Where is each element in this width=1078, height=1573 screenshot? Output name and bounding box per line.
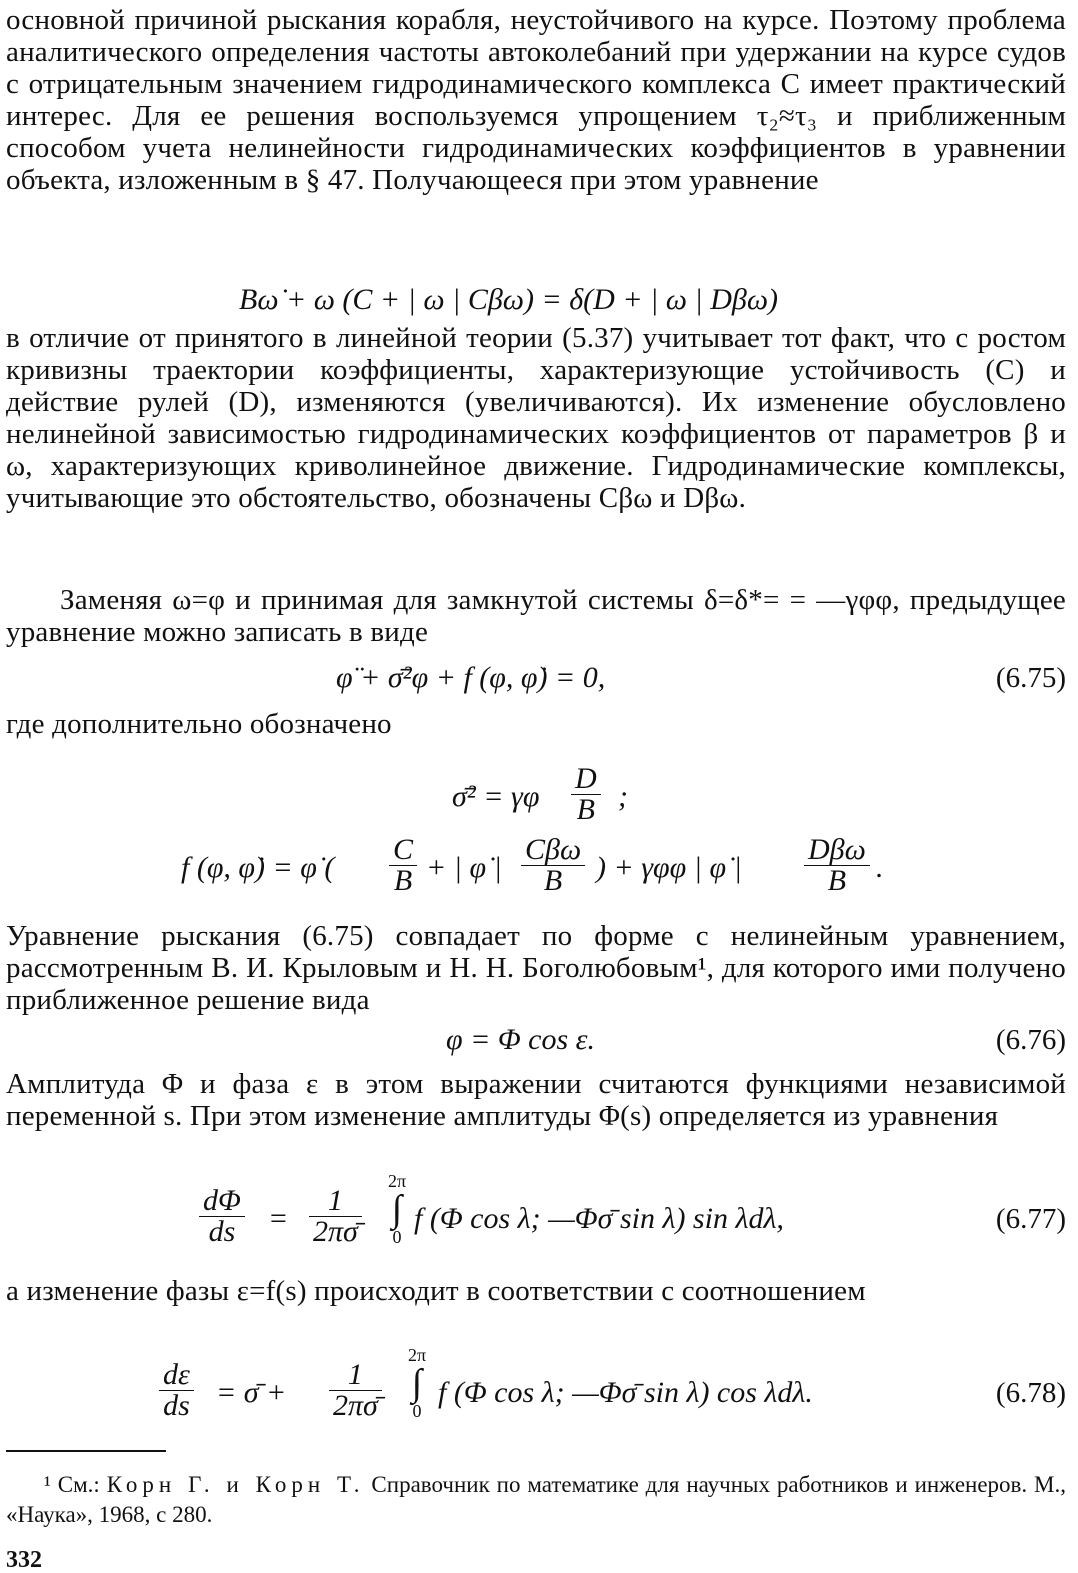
paragraph-notation-text: где дополнительно обозначено [6,708,392,740]
equation-6-77-lhs [199,1186,245,1247]
equation-6-78-coefficient-denominator: 2πσ̄ [333,1389,378,1422]
equation-6-78-integral-lower: 0 [412,1401,422,1421]
equation-f-fraction-2-numerator: Cβω [521,835,585,866]
paragraph-phase [6,1275,1066,1307]
equation-f-fraction-2 [521,835,585,896]
equation-6-77-body: f (Φ cos λ; —Φσ̄ sin λ) sin λdλ, [414,1202,784,1235]
equation-f-fraction-1-numerator: C [389,835,417,866]
equation-f-lhs: f (φ, φ̇) = φ̇ ( [181,851,335,884]
equation-object-body: Bω̇ + ω (C + | ω | Cβω) = δ(D + | ω | Dβω) [239,283,779,316]
equation-f-end: . [876,851,884,884]
equation-sigma-end: ; [618,780,628,813]
footnote-mark: ¹ См.: [44,1472,107,1497]
equation-sigma-fraction [571,764,601,825]
footnote-reference: Справочник по математике для научных работников и инженеров. М., «Наука», 1968, с 280. [6,1472,1066,1527]
paragraph-krylov-text: Уравнение рыскания (6.75) совпадает по форме с нелинейным уравнением, рассмотренным В. И. Крыловым и Н. Н. Боголюбовым¹, для которого ими получено приближенное решение вида [6,920,1066,1016]
equation-6-77-lhs-numerator: dΦ [199,1186,245,1217]
equation-6-75-number: (6.75) [995,662,1066,694]
paragraph-phase-text: а изменение фазы ε=f(s) происходит в соответствии с соотношением [6,1275,866,1307]
equation-6-78-coefficient [329,1360,382,1421]
equation-6-76-number: (6.76) [995,1024,1066,1056]
book-page [6,0,1066,1572]
equation-6-77 [6,1172,1066,1262]
equation-6-77-integral-upper: 2π [387,1171,407,1191]
paragraph-intro-text: основной причиной рыскания корабля, неустойчивого на курсе. Поэтому проблема аналитического определения частоты автоколебаний при удержании на курсе судов с отрицательным значением гидродинамического комплекса C имеет практический интерес. Для ее решения воспользуемся упрощением τ₂≈τ₃ и приближенным способом учета нелинейности гидродинамических коэффициентов в уравнении объекта, изложенным в § 47. Получающееся при этом уравнение [6,4,1066,196]
equation-f-fraction-3 [804,835,870,896]
equation-6-77-integral-lower: 0 [392,1227,402,1247]
equation-6-78-body: f (Φ cos λ; —Φσ̄ sin λ) cos λdλ. [438,1376,813,1409]
paragraph-krylov [6,920,1066,1016]
equation-6-78-integral-upper: 2π [407,1345,427,1365]
paragraph-notation [6,708,1066,740]
equation-6-78-number: (6.78) [995,1377,1066,1409]
equation-6-77-integral [386,1172,408,1246]
equation-6-77-number: (6.77) [995,1203,1066,1235]
equation-sigma-numerator: D [571,764,601,795]
equation-f [6,835,1066,907]
equation-6-77-lhs-denominator: ds [208,1215,236,1248]
equation-6-78-lhs-denominator: ds [163,1389,190,1422]
paragraph-amplitude-text: Амплитуда Φ и фаза ε в этом выражении считаются функциями независимой переменной s. При этом изменение амплитуды Φ(s) определяется из уравнения [6,1068,1066,1132]
equation-sigma-lhs: σ̄² = γφ [452,780,540,813]
equation-6-76-body: φ = Φ cos ε. [446,1023,595,1056]
paragraph-linear-theory [6,322,1066,514]
equation-6-77-coefficient-denominator: 2πσ̄ [313,1215,358,1248]
equation-6-78-lhs [159,1360,194,1421]
equation-f-fraction-3-numerator: Dβω [804,835,870,866]
equation-6-78-lhs-numerator: dε [159,1360,194,1391]
equation-6-77-equals: = [268,1202,289,1235]
equation-6-77-coefficient [309,1186,362,1247]
equation-6-77-coefficient-numerator: 1 [309,1186,362,1217]
footnote-authors: Корн Г. и Корн Т. [106,1472,365,1497]
equation-6-78 [6,1346,1066,1436]
paragraph-intro [6,4,1066,196]
footnote-divider [6,1450,166,1452]
equation-f-middle-2: ) + γφφ | φ̇ | [596,851,742,884]
paragraph-replacement [6,584,1066,648]
equation-sigma [6,762,1066,834]
equation-f-fraction-1-denominator: B [393,864,413,897]
paragraph-linear-theory-text: в отличие от принятого в линейной теории (5.37) учитывает тот факт, что с ростом кривизны траектории коэффициенты, характеризующие устойчивость (C) и действие рулей (D), изменяются (увеличиваются). Их изменение обусловлено нелинейной зависимостью гидродинамических коэффициентов от параметров β и ω, характеризующих криволинейное движение. Гидродинамические комплексы, учитывающие это обстоятельство, обозначены Cβω и Dβω. [6,322,1066,514]
paragraph-amplitude [6,1068,1066,1132]
equation-f-middle: + | φ̇ | [426,851,502,884]
equation-6-78-equals: = σ̄ + [216,1376,287,1409]
equation-6-75-body: φ̈ + σ̄²φ + f (φ, φ̇) = 0, [336,661,606,694]
equation-6-78-integral [406,1346,428,1420]
page-number: 332 [6,1547,42,1573]
equation-6-78-coefficient-numerator: 1 [329,1360,382,1391]
equation-f-fraction-3-denominator: B [827,864,847,897]
equation-f-fraction-1 [389,835,417,896]
footnote [6,1470,1066,1530]
integral-sign-icon: ∫ [391,1188,403,1230]
integral-sign-icon: ∫ [411,1362,423,1404]
equation-f-fraction-2-denominator: B [543,864,563,897]
paragraph-replacement-text: Заменяя ω=φ и принимая для замкнутой системы δ=δ*= = —γφφ, предыдущее уравнение можно записать в виде [6,584,1066,648]
equation-sigma-denominator: B [576,793,595,826]
